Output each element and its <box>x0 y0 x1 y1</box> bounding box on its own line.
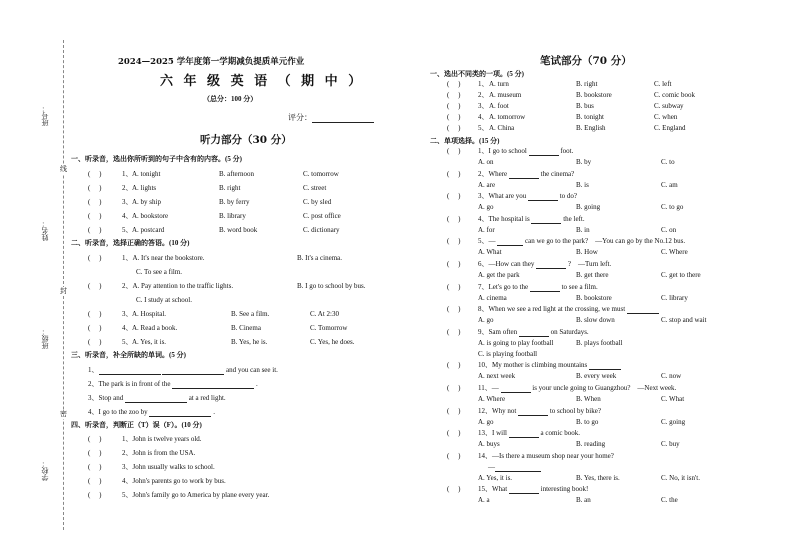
option-a: 5、 <box>122 226 133 234</box>
option-c: C. is playing football <box>478 349 538 358</box>
ls3-line4: 4、I go to the zoo by . <box>88 408 215 416</box>
main-title: 六 年 级 英 语 （ 期 中 ） <box>160 74 365 89</box>
option-num: 1、 <box>478 80 489 88</box>
option-c: C. now <box>661 372 682 381</box>
option-c: C. Tomorrow <box>310 324 348 332</box>
option-a: A. China <box>489 124 515 132</box>
answer-paren: ( ) <box>447 406 461 415</box>
answer-paren: ( ) <box>447 361 461 370</box>
written-s1-heading: 一、选出不同类的一项。(5 分) <box>430 70 524 78</box>
option-a: A. go <box>478 203 494 212</box>
option-a: A. Hospital. <box>132 310 167 318</box>
statement-item: 3、John usually walks to school. <box>122 463 215 471</box>
answer-paren: ( ) <box>88 198 102 206</box>
option-c: C. Where <box>661 248 688 257</box>
question-stem: 7、Let's go to the to see a film. <box>478 282 598 291</box>
answer-paren: ( ) <box>88 212 102 220</box>
question-stem: 4、The hospital is the left. <box>478 214 585 223</box>
statement-item: 5、John's family go to America by plane every year. <box>122 491 270 499</box>
option-num: 5、 <box>122 338 133 346</box>
option-a: A. postcard <box>132 226 165 234</box>
option-b: B. by <box>576 158 592 166</box>
margin-label-school: 学校： <box>41 460 49 481</box>
answer-paren: ( ) <box>88 282 102 290</box>
option-b: B. Cinema <box>231 324 261 332</box>
answer-paren: ( ) <box>447 124 461 132</box>
option-c: C. left <box>654 80 672 88</box>
option-b: B. word book <box>219 226 258 234</box>
answer-paren: ( ) <box>88 184 102 192</box>
margin-label-class: 班级： <box>41 328 49 349</box>
option-c: C. dictionary <box>303 226 340 234</box>
option-c: C. going <box>661 417 686 426</box>
option-num: 4、 <box>478 113 489 121</box>
ls2-q1-a: 1、A. It's near the bookstore. <box>122 254 205 262</box>
option-a: A. Where <box>478 395 506 403</box>
ls2-q2-c: C. I study at school. <box>136 296 192 304</box>
option-a: A. go <box>478 417 494 426</box>
option-c: C. England <box>654 124 686 132</box>
option-a: A. turn <box>489 80 509 88</box>
statement-item: 1、John is twelve years old. <box>122 435 202 443</box>
option-b: B. reading <box>576 440 606 449</box>
option-a: A. for <box>478 225 495 234</box>
answer-paren: ( ) <box>447 192 461 201</box>
question-stem: 12、Why not to school by bike? <box>478 406 601 415</box>
option-b: B. bookstore <box>576 91 612 99</box>
option-c: C. post office <box>303 212 341 220</box>
option-b: B. See a film. <box>231 310 270 318</box>
answer-paren: ( ) <box>88 254 102 262</box>
listening-s4-heading: 四、听录音，判断正（T）误（F）。(10 分) <box>71 421 202 429</box>
margin-mark-seal: 封 <box>60 287 67 295</box>
ls2-q2-b: B. I go to school by bus. <box>297 282 366 290</box>
option-a: 3、 <box>122 198 133 206</box>
answer-paren: ( ) <box>447 485 461 494</box>
question-stem: 8、When we see a red light at the crossing, we must <box>478 305 659 314</box>
option-a: 4、 <box>122 212 133 220</box>
option-a: 1、 <box>122 170 133 178</box>
listening-s2-heading: 二、听录音，选择正确的答语。(10 分) <box>71 239 190 247</box>
ls2-q1-c: C. To see a film. <box>136 268 183 276</box>
answer-paren: ( ) <box>88 310 102 318</box>
option-b: B. right <box>219 184 241 192</box>
answer-paren: ( ) <box>447 214 461 223</box>
margin-mark-line: 线 <box>60 165 67 173</box>
option-c: C. Yes, he does. <box>310 338 355 346</box>
option-b: B. by ferry <box>219 198 250 206</box>
option-a: A. Read a book. <box>132 324 178 332</box>
option-a: A. tomorrow <box>489 113 526 121</box>
option-b: B. bus <box>576 102 594 110</box>
option-b: B. right <box>576 80 598 88</box>
answer-line: — <box>488 463 541 472</box>
question-stem: 14、—Is there a museum shop near your home? <box>478 451 614 460</box>
option-a: A. Yes, it is. <box>478 473 513 482</box>
option-c: C. stop and wait <box>661 316 707 325</box>
listening-s1-heading: 一、听录音，选出你所听到的句子中含有的内容。(5 分) <box>71 155 242 163</box>
option-num: 3、 <box>122 310 133 318</box>
question-stem: 6、—How can they ? —Turn left. <box>478 260 612 268</box>
answer-paren: ( ) <box>447 429 461 438</box>
answer-paren: ( ) <box>447 169 461 178</box>
answer-paren: ( ) <box>447 305 461 314</box>
statement-item: 4、John's parents go to work by bus. <box>122 477 226 485</box>
ls2-q1-b: B. It's a cinema. <box>297 254 342 262</box>
option-c: C. get to there <box>661 271 701 279</box>
margin-mark-secret: 密 <box>60 410 67 418</box>
option-b: B. in <box>576 225 590 234</box>
option-a: A. get the park <box>478 271 520 279</box>
question-stem: 15、What interesting book! <box>478 485 589 494</box>
listening-title: 听力部分（30 分） <box>200 134 292 146</box>
question-stem: 11、— is your uncle going to Guangzhou? —Next week. <box>478 384 677 392</box>
year-title: 2024—2025 学年度第一学期减负提质单元作业 <box>118 57 305 67</box>
answer-paren: ( ) <box>88 435 102 443</box>
option-c: C. buy <box>661 440 680 449</box>
question-stem: 10、My mother is climbing mountains <box>478 361 621 370</box>
option-b: B. get there <box>576 271 609 279</box>
question-stem: 3、What are you to do? <box>478 192 578 201</box>
option-a: A. Yes, it is. <box>132 338 167 346</box>
option-a: A. a <box>478 496 490 505</box>
written-title: 笔试部分（70 分） <box>540 55 632 67</box>
option-c: C. What <box>661 395 685 403</box>
option-num: 2、 <box>478 91 489 99</box>
option-a: A. museum <box>489 91 522 99</box>
answer-paren: ( ) <box>88 477 102 485</box>
answer-paren: ( ) <box>447 91 461 99</box>
answer-paren: ( ) <box>88 170 102 178</box>
option-c: C. library <box>661 293 688 302</box>
option-c: C. on <box>661 225 677 234</box>
option-a: A. bookstore <box>132 212 169 220</box>
total-score: （总分：100 分） <box>203 95 258 103</box>
option-c: C. No, it isn't. <box>661 473 700 482</box>
option-c: C. the <box>661 496 678 505</box>
option-c: C. comic book <box>654 91 696 99</box>
option-b: B. Yes, he is. <box>231 338 268 346</box>
option-a: A. What <box>478 248 502 257</box>
binding-dashed-line <box>63 40 64 530</box>
option-c: C. to <box>661 158 675 166</box>
option-b: B. plays football <box>576 338 623 347</box>
option-a: A. foot <box>489 102 509 110</box>
option-c: C. am <box>661 180 678 189</box>
answer-paren: ( ) <box>447 113 461 121</box>
option-c: C. to go <box>661 203 684 212</box>
option-b: B. is <box>576 180 589 189</box>
option-a: A. next week <box>478 372 516 381</box>
option-a: A. cinema <box>478 293 507 302</box>
listening-s3-heading: 三、听录音，补全所缺的单词。(5 分) <box>71 351 186 359</box>
option-a: A. lights <box>132 184 157 192</box>
option-b: B. every week <box>576 372 617 381</box>
option-c: C. when <box>654 113 678 121</box>
option-b: B. tonight <box>576 113 605 121</box>
option-a: A. is going to play football <box>478 338 554 347</box>
option-a: A. are <box>478 180 496 189</box>
option-b: B. How <box>576 248 598 257</box>
question-stem: 9、Sam often on Saturdays. <box>478 327 589 336</box>
option-b: B. library <box>219 212 246 220</box>
answer-paren: ( ) <box>447 451 461 460</box>
answer-paren: ( ) <box>88 463 102 471</box>
option-a: A. go <box>478 316 494 325</box>
answer-paren: ( ) <box>88 338 102 346</box>
option-b: B. an <box>576 496 591 505</box>
answer-paren: ( ) <box>88 324 102 332</box>
option-c: C. tomorrow <box>303 170 339 178</box>
option-b: B. going <box>576 203 601 212</box>
answer-paren: ( ) <box>447 327 461 336</box>
option-a: A. tonight <box>132 170 161 178</box>
written-s2-heading: 二、单项选择。(15 分) <box>430 137 500 145</box>
margin-label-name: 姓名： <box>41 220 49 241</box>
answer-paren: ( ) <box>447 102 461 110</box>
question-stem: 2、Where the cinema? <box>478 169 575 178</box>
option-b: B. afternoon <box>219 170 254 178</box>
option-c: C. street <box>303 184 327 192</box>
answer-paren: ( ) <box>447 80 461 88</box>
option-b: B. When <box>576 395 601 403</box>
answer-paren: ( ) <box>88 226 102 234</box>
answer-paren: ( ) <box>88 491 102 499</box>
margin-label-class-no: 班号： <box>41 105 49 126</box>
option-b: B. to go <box>576 417 599 426</box>
answer-paren: ( ) <box>447 237 461 246</box>
statement-item: 2、John is from the USA. <box>122 449 196 457</box>
ls2-q2-a: 2、A. Pay attention to the traffic lights. <box>122 282 234 290</box>
ls3-line1: 1、 and you can see it. <box>88 366 278 374</box>
answer-paren: ( ) <box>447 260 461 268</box>
option-b: B. English <box>576 124 606 132</box>
question-stem: 13、I will a comic book. <box>478 429 580 438</box>
option-b: B. slow down <box>576 316 615 325</box>
option-num: 4、 <box>122 324 133 332</box>
ls3-line3: 3、Stop and at a red light. <box>88 394 226 402</box>
option-a: A. buys <box>478 440 500 449</box>
option-a: 2、 <box>122 184 133 192</box>
answer-paren: ( ) <box>447 147 461 155</box>
question-stem: 5、— can we go to the park? —You can go by the No.12 bus. <box>478 237 686 246</box>
option-c: C. subway <box>654 102 684 110</box>
option-a: A. on <box>478 158 494 166</box>
score-label: 评分： <box>288 113 374 123</box>
question-stem: 1、I go to school foot. <box>478 147 574 155</box>
answer-paren: ( ) <box>447 282 461 291</box>
option-c: C. by sled <box>303 198 332 206</box>
option-b: B. bookstore <box>576 293 612 302</box>
ls3-line2: 2、The park is in front of the . <box>88 380 258 388</box>
option-num: 5、 <box>478 124 489 132</box>
option-b: B. Yes, there is. <box>576 473 620 482</box>
option-c: C. At 2:30 <box>310 310 339 318</box>
option-a: A. by ship <box>132 198 161 206</box>
option-num: 3、 <box>478 102 489 110</box>
answer-paren: ( ) <box>447 384 461 392</box>
answer-paren: ( ) <box>88 449 102 457</box>
